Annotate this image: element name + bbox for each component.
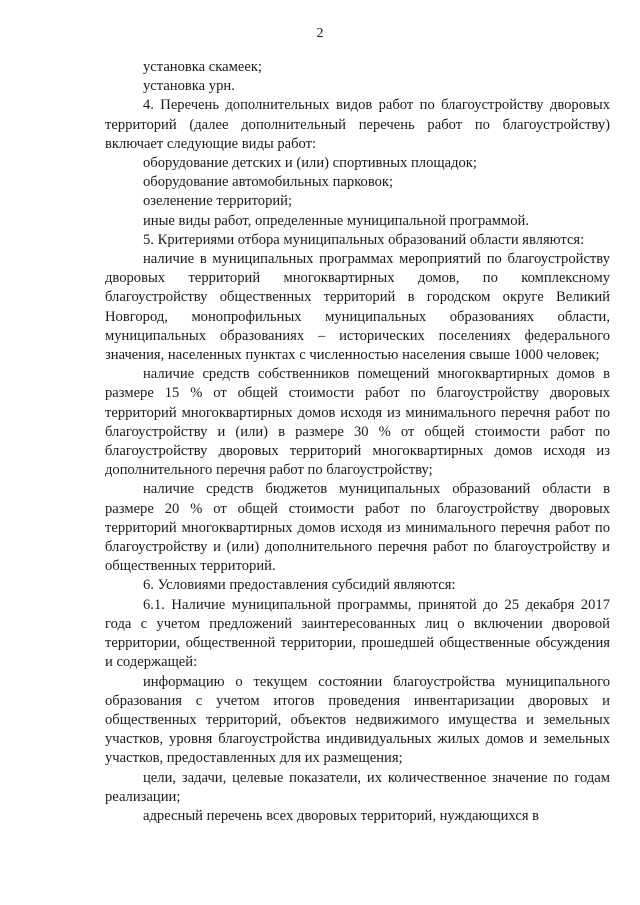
paragraph-other-works: иные виды работ, определенные муниципальной программой. <box>143 212 529 229</box>
paragraph-benches: установка скамеек; <box>143 59 262 75</box>
paragraph-bins: установка урн. <box>143 78 235 95</box>
paragraph-address-list: адресный перечень всех дворовых территорий, нуждающихся в <box>143 807 540 824</box>
paragraph-criterion-programs: наличие в муниципальных программах мероприятий по благоустройству дворовых территорий многоквартирных домов, по комплексному благоустройству общественных территорий в городском округе Великий Новгород, монопрофильных муниципальных образованиях области, муниципальных образованиях – исторических поселениях федерального значения, населенных пунктах с численностью населения свыше 1000 человек; <box>105 251 610 364</box>
paragraph-current-state-info: информацию о текущем состоянии благоустройства муниципального образования с учетом итогов проведения инвентаризации дворовых и общественных территорий, объектов недвижимого имущества и земельных участков, уровня благоустройства индивидуальных жилых домов и земельных участков, предоставленных для их размещения; <box>105 673 610 767</box>
page-number: 2 <box>316 26 324 41</box>
paragraph-greening: озеленение территорий; <box>143 193 293 210</box>
paragraph-item-4: 4. Перечень дополнительных видов работ по благоустройству дворовых территорий (далее дополнительный перечень работ по благоустройству) включает следующие виды работ: <box>105 97 610 152</box>
document-body <box>105 58 610 826</box>
paragraph-playgrounds: оборудование детских и (или) спортивных площадок; <box>143 155 477 172</box>
paragraph-item-6: 6. Условиями предоставления субсидий являются: <box>143 577 456 594</box>
paragraph-parking: оборудование автомобильных парковок; <box>143 174 394 191</box>
paragraph-goals: цели, задачи, целевые показатели, их количественное значение по годам реализации; <box>105 769 610 805</box>
paragraph-item-5: 5. Критериями отбора муниципальных образований области являются: <box>143 231 585 248</box>
paragraph-criterion-budget-funds: наличие средств бюджетов муниципальных образований области в размере 20 % от общей стоимости работ по благоустройству дворовых территорий многоквартирных домов исходя из минимального перечня работ по благоустройству и (или) дополнительного перечня работ по благоустройству и общественных территорий. <box>105 481 610 575</box>
paragraph-item-6-1: 6.1. Наличие муниципальной программы, принятой до 25 декабря 2017 года с учетом предложений заинтересованных лиц о включении дворовой территории, общественной территории, прошедшей общественные обсуждения и содержащей: <box>105 596 610 671</box>
paragraph-criterion-owners-funds: наличие средств собственников помещений многоквартирных домов в размере 15 % от общей стоимости работ по благоустройству дворовых территорий многоквартирных домов исходя из минимального перечня работ по благоустройству и (или) в размере 30 % от общей стоимости работ по благоустройству дворовых территорий многоквартирных домов исходя из дополнительного перечня работ по благоустройству; <box>105 366 610 479</box>
